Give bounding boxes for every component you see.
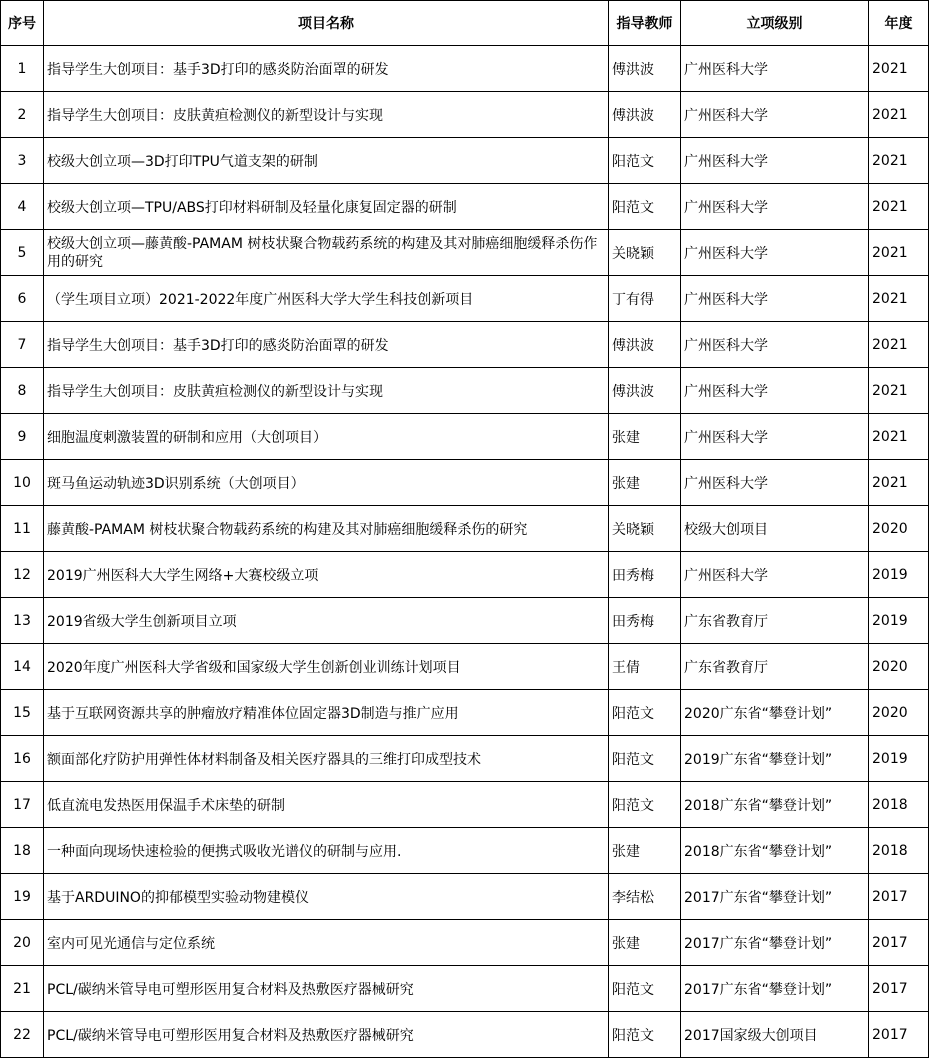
cell-year: 2021 [869, 184, 929, 230]
cell-level: 广州医科大学 [681, 552, 869, 598]
table-row [1, 322, 929, 368]
cell-year: 2021 [869, 414, 929, 460]
table-row [1, 414, 929, 460]
cell-teacher: 傅洪波 [609, 92, 681, 138]
cell-level: 2017广东省“攀登计划” [681, 874, 869, 920]
table-row [1, 276, 929, 322]
cell-project-name: PCL/碳纳米管导电可塑形医用复合材料及热敷医疗器械研究 [44, 1012, 609, 1058]
cell-no: 15 [1, 690, 44, 736]
table-row [1, 598, 929, 644]
cell-year: 2021 [869, 368, 929, 414]
table-row [1, 874, 929, 920]
table-row [1, 966, 929, 1012]
cell-teacher: 张建 [609, 920, 681, 966]
cell-no: 11 [1, 506, 44, 552]
cell-year: 2017 [869, 1012, 929, 1058]
cell-year: 2021 [869, 322, 929, 368]
cell-no: 12 [1, 552, 44, 598]
cell-project-name: 2019广州医科大大学生网络+大赛校级立项 [44, 552, 609, 598]
header-no: 序号 [1, 1, 44, 46]
header-level: 立项级别 [681, 1, 869, 46]
cell-project-name: 室内可见光通信与定位系统 [44, 920, 609, 966]
cell-no: 5 [1, 230, 44, 276]
cell-level: 广州医科大学 [681, 322, 869, 368]
table-row [1, 828, 929, 874]
cell-teacher: 关晓颖 [609, 506, 681, 552]
cell-project-name: 2020年度广州医科大学省级和国家级大学生创新创业训练计划项目 [44, 644, 609, 690]
cell-level: 广东省教育厅 [681, 598, 869, 644]
cell-project-name: （学生项目立项）2021-2022年度广州医科大学大学生科技创新项目 [44, 276, 609, 322]
table-row [1, 92, 929, 138]
table-body [1, 46, 929, 1058]
cell-no: 6 [1, 276, 44, 322]
cell-teacher: 李结松 [609, 874, 681, 920]
cell-no: 9 [1, 414, 44, 460]
cell-year: 2020 [869, 506, 929, 552]
table-row [1, 506, 929, 552]
cell-level: 2020广东省“攀登计划” [681, 690, 869, 736]
header-teacher: 指导教师 [609, 1, 681, 46]
cell-teacher: 阳范文 [609, 138, 681, 184]
cell-level: 2017国家级大创项目 [681, 1012, 869, 1058]
cell-year: 2017 [869, 966, 929, 1012]
cell-project-name: 低直流电发热医用保温手术床垫的研制 [44, 782, 609, 828]
cell-no: 17 [1, 782, 44, 828]
cell-level: 广东省教育厅 [681, 644, 869, 690]
cell-level: 广州医科大学 [681, 414, 869, 460]
cell-project-name: 指导学生大创项目：皮肤黄疸检测仪的新型设计与实现 [44, 368, 609, 414]
table-row [1, 920, 929, 966]
cell-teacher: 张建 [609, 414, 681, 460]
table-row [1, 782, 929, 828]
cell-no: 19 [1, 874, 44, 920]
cell-project-name: 校级大创立项—藤黄酸-PAMAM 树枝状聚合物载药系统的构建及其对肺癌细胞缓释杀伤作用的研究 [44, 230, 609, 276]
cell-level: 2017广东省“攀登计划” [681, 966, 869, 1012]
cell-year: 2021 [869, 460, 929, 506]
cell-level: 2017广东省“攀登计划” [681, 920, 869, 966]
table-row [1, 736, 929, 782]
cell-teacher: 田秀梅 [609, 552, 681, 598]
header-year: 年度 [869, 1, 929, 46]
cell-year: 2018 [869, 828, 929, 874]
table-row [1, 368, 929, 414]
cell-teacher: 傅洪波 [609, 368, 681, 414]
cell-teacher: 傅洪波 [609, 322, 681, 368]
cell-year: 2021 [869, 276, 929, 322]
cell-year: 2017 [869, 874, 929, 920]
cell-year: 2017 [869, 920, 929, 966]
cell-no: 7 [1, 322, 44, 368]
cell-level: 广州医科大学 [681, 460, 869, 506]
cell-level: 广州医科大学 [681, 46, 869, 92]
cell-year: 2019 [869, 736, 929, 782]
cell-project-name: 校级大创立项—TPU/ABS打印材料研制及轻量化康复固定器的研制 [44, 184, 609, 230]
cell-level: 广州医科大学 [681, 368, 869, 414]
cell-year: 2019 [869, 552, 929, 598]
cell-teacher: 丁有得 [609, 276, 681, 322]
table-row [1, 46, 929, 92]
cell-no: 4 [1, 184, 44, 230]
cell-year: 2020 [869, 690, 929, 736]
cell-no: 20 [1, 920, 44, 966]
table-row [1, 460, 929, 506]
table-row [1, 138, 929, 184]
cell-level: 广州医科大学 [681, 276, 869, 322]
table-row [1, 690, 929, 736]
cell-level: 广州医科大学 [681, 92, 869, 138]
cell-year: 2019 [869, 598, 929, 644]
cell-no: 8 [1, 368, 44, 414]
cell-level: 广州医科大学 [681, 138, 869, 184]
cell-project-name: 斑马鱼运动轨迹3D识别系统（大创项目） [44, 460, 609, 506]
cell-project-name: 额面部化疗防护用弹性体材料制备及相关医疗器具的三维打印成型技术 [44, 736, 609, 782]
cell-no: 1 [1, 46, 44, 92]
cell-teacher: 张建 [609, 828, 681, 874]
cell-teacher: 阳范文 [609, 690, 681, 736]
cell-no: 2 [1, 92, 44, 138]
cell-project-name: 2019省级大学生创新项目立项 [44, 598, 609, 644]
cell-teacher: 阳范文 [609, 966, 681, 1012]
cell-teacher: 阳范文 [609, 782, 681, 828]
cell-no: 10 [1, 460, 44, 506]
cell-project-name: 校级大创立项—3D打印TPU气道支架的研制 [44, 138, 609, 184]
cell-project-name: 细胞温度刺激装置的研制和应用（大创项目） [44, 414, 609, 460]
cell-teacher: 关晓颖 [609, 230, 681, 276]
cell-project-name: 指导学生大创项目：皮肤黄疸检测仪的新型设计与实现 [44, 92, 609, 138]
table-row [1, 1012, 929, 1058]
cell-no: 13 [1, 598, 44, 644]
cell-no: 14 [1, 644, 44, 690]
cell-no: 16 [1, 736, 44, 782]
cell-year: 2021 [869, 138, 929, 184]
cell-project-name: 指导学生大创项目：基手3D打印的感炎防治面罩的研发 [44, 46, 609, 92]
cell-teacher: 阳范文 [609, 736, 681, 782]
cell-no: 3 [1, 138, 44, 184]
cell-level: 广州医科大学 [681, 184, 869, 230]
cell-teacher: 傅洪波 [609, 46, 681, 92]
cell-year: 2021 [869, 230, 929, 276]
cell-project-name: 一种面向现场快速检验的便携式吸收光谱仪的研制与应用. [44, 828, 609, 874]
cell-teacher: 田秀梅 [609, 598, 681, 644]
header-row [1, 1, 929, 46]
cell-teacher: 阳范文 [609, 184, 681, 230]
cell-no: 21 [1, 966, 44, 1012]
cell-year: 2020 [869, 644, 929, 690]
table-row [1, 552, 929, 598]
cell-teacher: 王倩 [609, 644, 681, 690]
cell-project-name: 基于互联网资源共享的肿瘤放疗精准体位固定器3D制造与推广应用 [44, 690, 609, 736]
cell-level: 2018广东省“攀登计划” [681, 782, 869, 828]
cell-level: 校级大创项目 [681, 506, 869, 552]
cell-level: 2019广东省“攀登计划” [681, 736, 869, 782]
table-row [1, 230, 929, 276]
cell-project-name: 指导学生大创项目：基手3D打印的感炎防治面罩的研发 [44, 322, 609, 368]
cell-year: 2021 [869, 46, 929, 92]
cell-teacher: 阳范文 [609, 1012, 681, 1058]
cell-level: 广州医科大学 [681, 230, 869, 276]
cell-project-name: 藤黄酸-PAMAM 树枝状聚合物载药系统的构建及其对肺癌细胞缓释杀伤的研究 [44, 506, 609, 552]
table-row [1, 184, 929, 230]
cell-no: 22 [1, 1012, 44, 1058]
cell-teacher: 张建 [609, 460, 681, 506]
table-row [1, 644, 929, 690]
cell-project-name: PCL/碳纳米管导电可塑形医用复合材料及热敷医疗器械研究 [44, 966, 609, 1012]
cell-no: 18 [1, 828, 44, 874]
cell-year: 2021 [869, 92, 929, 138]
header-name: 项目名称 [44, 1, 609, 46]
cell-year: 2018 [869, 782, 929, 828]
cell-project-name: 基于ARDUINO的抑郁模型实验动物建模仪 [44, 874, 609, 920]
cell-level: 2018广东省“攀登计划” [681, 828, 869, 874]
